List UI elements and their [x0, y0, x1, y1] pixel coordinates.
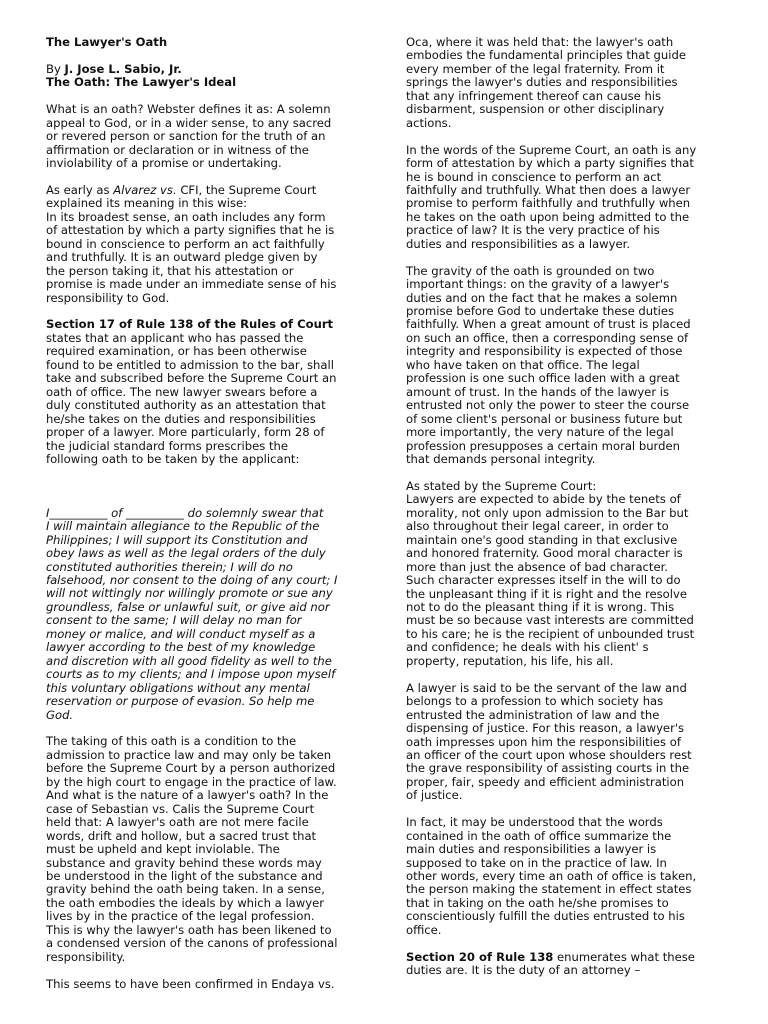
alvarez-case-name: Alvarez vs. [113, 182, 177, 197]
section-20-heading: Section 20 of Rule 138 [406, 949, 554, 964]
oath-text: I__________ of __________ do solemnly swear that I will maintain allegiance to the Republic of the Philippines; I will support its Constitution and obey laws as well as the legal orders of the duly constituted authorities therein; I will do no falsehood, nor consent to the doing of any court; I will not wittingly nor willingly promote or sue any groundless, false or unlawful suit, or give aid nor consent to the same; I will delay no man for money or malice, and will conduct myself as a lawyer according to the best of my knowledge and discretion with all good fidelity as well to the courts as to my clients; and I impose upon myself this voluntary obligations without any mental reservation or purpose of evasion. So help me God. [46, 505, 338, 722]
byline [46, 63, 368, 76]
paragraph-alvarez-case [46, 184, 368, 305]
paragraph-endaya: This seems to have been confirmed in Endaya vs. [46, 976, 335, 991]
section-17-heading: Section 17 of Rule 138 of the Rules of Court [46, 317, 334, 332]
paragraph-duties-summary: In fact, it may be understood that the words contained in the oath of office summarize the main duties and responsibilities a lawyer is supposed to take on in the practice of law. In other words, every time an oath of office is taken, the person making the statement in effect states that in taking on the oath he/she promises to conscientiously fulfill the duties entrusted to his office. [406, 815, 697, 937]
paragraph-section-17: states that an applicant who has passed the required examination, or has been otherwise found to be entitled to admission to the bar, shall take and subscribed before the Supreme Court an oath of office. The new lawyer swears before a duly constituted authority as an attestation that he/she takes on the duties and responsibilities proper of a lawyer. More particularly, form 28 of the judicial standard forms prescribes the following oath to be taken by the applicant: [46, 330, 337, 466]
paragraph-oca: Oca, where it was held that: the lawyer's oath embodies the fundamental principles that guide every member of the legal fraternity. From it springs the lawyer's duties and responsibilities that any infringement thereof can cause his disbarment, suspension or other disciplinary actions. [406, 35, 686, 130]
author-name: J. Jose L. Sabio, Jr. [64, 61, 182, 76]
paragraph-oath-definition: What is an oath? Webster defines it as: A solemn appeal to God, or in a wider sense, to any sacred or revered person or sanction for the truth of an affirmation or declaration or in witness of the inviolability of a promise or undertaking. [46, 102, 332, 171]
section-20-text: enumerates what these duties are. It is the duty of an attorney – [406, 949, 695, 978]
paragraph-servant-of-law: A lawyer is said to be the servant of the law and belongs to a profession to which society has entrusted the administration of law and the dispensing of justice. For this reason, a lawyer's oath impresses upon him the responsibilities of an officer of the court upon whose shoulders rest the grave responsibility of assisting courts in the proper, fair, speedy and efficient administration of justice. [406, 680, 692, 803]
paragraph-supreme-court-words: In the words of the Supreme Court, an oath is any form of attestation by which a party signifies that he is bound in conscience to perform an act faithfully and truthfully. What then does a lawyer promise to perform faithfully and truthfully when he takes on the oath upon being admitted to the practice of law? It is the very practice of his duties and responsibilities as a lawyer. [406, 142, 697, 251]
paragraph-section-20 [406, 951, 728, 978]
document-subtitle: The Oath: The Lawyer's Ideal [46, 75, 237, 90]
left-column [46, 36, 368, 991]
alvarez-text-after: CFI, the Supreme Court explained its meaning in this wise: In its broadest sense, an oath includes any form of attestation by which a party signifies that he is bound in conscience to perform an act faithfully and truthfully. It is an outward pledge given by the person taking it, that his attestation or promise is made under an immediate sense of his responsibility to God. [46, 182, 337, 305]
right-column [406, 36, 728, 978]
paragraph-morality: As stated by the Supreme Court: Lawyers are expected to abide by the tenets of morality, not only upon admission to the Bar but also throughout their legal career, in order to maintain one's good standing in that exclusive and honored fraternity. Good moral character is more than just the absence of bad character. Such character expresses itself in the will to do the unpleasant thing if it is right and the resolve not to do the pleasant thing if it is wrong. This must be so because vast interests are committed to his care; he is the recipient of unbounded trust and confidence; he deals with his client' s property, reputation, his life, his all. [406, 478, 695, 668]
document-title: The Lawyer's Oath [46, 35, 168, 49]
alvarez-text-before: As early as [46, 182, 114, 197]
paragraph-taking-oath: The taking of this oath is a condition to the admission to practice law and may only be taken before the Supreme Court by a person authorized by the high court to engage in the practice of law. And what is the nature of a lawyer's oath? In the case of Sebastian vs. Calis the Supreme Court held that: A lawyer's oath are not mere facile words, drift and hollow, but a sacred trust that must be upheld and kept inviolable. The substance and gravity behind these words may be understood in the light of the substance and gravity behind the oath being taken. In a sense, the oath embodies the ideals by which a lawyer lives by in the practice of the legal profession. This is why the lawyer's oath has been likened to a condensed version of the canons of professional responsibility. [46, 734, 338, 964]
paragraph-gravity: The gravity of the oath is grounded on two important things: on the gravity of a lawyer's duties and on the fact that he makes a solemn promise before God to undertake these duties faithfully. When a great amount of trust is placed on such an office, then a corresponding sense of integrity and responsibility is expected of those who have taken on that office. The legal profession is one such office laden with a great amount of trust. In the hands of the lawyer is entrusted not only the power to steer the course of some client's personal or business future but more importantly, the very nature of the legal profession presupposes a certain moral burden that demands personal integrity. [406, 263, 691, 467]
byline-prefix: By [46, 61, 65, 76]
